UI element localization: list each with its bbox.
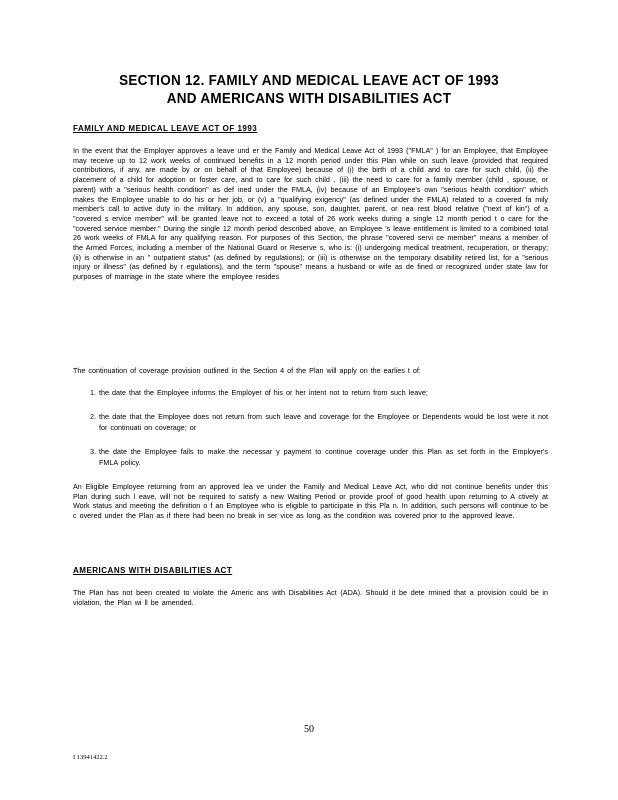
list-item-number: 3.: [90, 447, 96, 456]
list-item: [90, 412, 548, 433]
list-item-text: the date that the Employee informs the Employer of his or her intent not to return from such leave;: [99, 388, 428, 397]
ada-heading: AMERICANS WITH DISABILITIES ACT: [73, 566, 233, 575]
list-item: [90, 388, 548, 399]
list-item-number: 2.: [90, 412, 96, 421]
ada-paragraph: The Plan has not been created to violate the Americ ans with Disabilities Act (ADA). Should it be dete rmined that a provision could be in violation, the Plan wi ll be amended.: [73, 588, 548, 607]
list-item-text: the date the Employee fails to make the necessar y payment to continue coverage under this Plan as set forth in the Employer's FMLA policy.: [99, 447, 548, 467]
list-item-text: the date that the Employee does not return from such leave and coverage for the Employee or Dependents would be lost were it not for continuati on coverage; or: [99, 412, 548, 432]
page-number: 50: [304, 724, 314, 735]
list-item-number: 1.: [90, 388, 96, 397]
list-item: [90, 447, 548, 468]
fmla-heading: FAMILY AND MEDICAL LEAVE ACT OF 1993: [73, 124, 258, 133]
section-title-line-1: SECTION 12. FAMILY AND MEDICAL LEAVE ACT OF 1993: [119, 73, 499, 89]
document-id: I 13941422.2: [73, 754, 108, 761]
fmla-paragraph: In the event that the Employer approves a leave und er the Family and Medical Leave Act of 1993 ("FMLA" ) for an Employee, that Employee may receive up to 12 work weeks of continued benefits in a 12 month period under this Plan while on such leave (provided that required contributions, if any, are made by or on behalf of that Employee) because of (i) the birth of a child and to care for such child, (ii) the placement of a child for adoption or foster care, and to care for such child , (iii) the need to care for a family member (child , spouse, or parent) with a "serious health condition" as def ined under the FMLA, (iv) because of an Employee's own "serious health condition" which makes the Employee unable to do his or her job, or (v) a "qualifying exigency" (as defined under the FMLA) related to a covered fa mily member's call to active duty in the military. In addition, any spouse, son, daughter, parent, or nea rest blood relative ("next of kin") of a "covered s ervice member" will be granted leave not to exceed a total of 26 work weeks during a single 12 month period t o care for the "covered service member." During the single 12 month period described above, an Employee 's leave entitlement is limited to a combined total 26 work weeks of FMLA for any qualifying reason. For purposes of this Section, the phrase "covered servi ce member" means a member of the Armed Forces, including a member of the National Guard or Reserve s, who is: (i) undergoing medical treatment, recuperation, or therapy; (ii) is otherwise in an " outpatient status" (as defined by regulations); or (iii) is otherwise on the temporary disability retired list, for a "serious injury or illness" (as defined by r egulations), and the term "spouse" means a husband or wife as de fined or recognized under state law for purposes of marriage in the state where the employee resides: [73, 146, 548, 282]
fmla-closing-paragraph: An Eligible Employee returning from an approved lea ve under the Family and Medical Leave Act, who did not continue benefits under this Plan during such l eave, will not be required to satisfy a new Waiting Period or provide proof of good health upon returning to A ctively at Work status and meeting the definition o f an Employee who is eligible to participate in this Pla n. In addition, such persons will continue to be c overed under the Plan as if there had been no break in ser vice as long as the condition was covered prior to the approved leave.: [73, 482, 548, 521]
section-title-line-2: AND AMERICANS WITH DISABILITIES ACT: [166, 90, 452, 107]
continuation-intro: The continuation of coverage provision outlined in the Section 4 of the Plan will apply on the earlies t of:: [73, 366, 421, 375]
section-title: [77, 73, 540, 108]
